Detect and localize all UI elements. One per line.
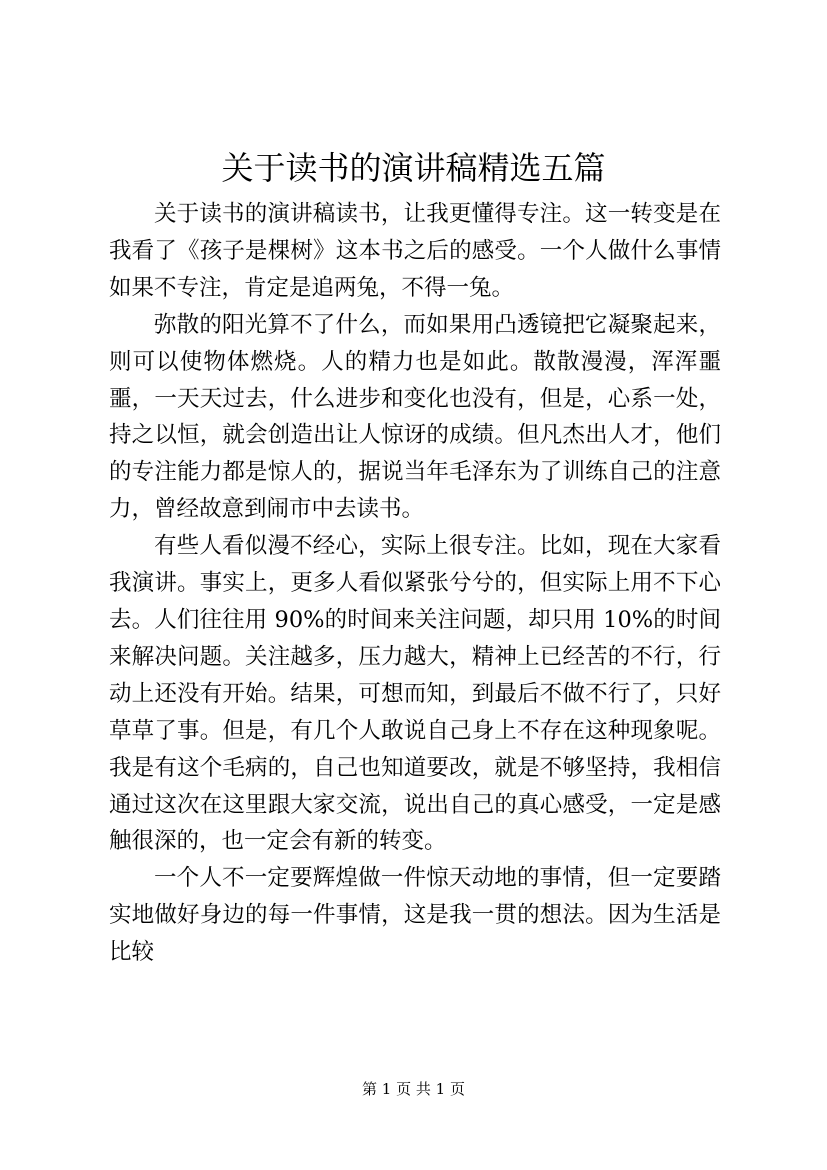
- paragraph-4: 一个人不一定要辉煌做一件惊天动地的事情，但一定要踏实地做好身边的每一件事情，这是我一贯的想法。因为生活是比较: [109, 865, 721, 966]
- page-footer: 第 1 页 共 1 页: [362, 1080, 465, 1098]
- paragraph-3: 有些人看似漫不经心，实际上很专注。比如，现在大家看我演讲。事实上，更多人看似紧张兮兮的，但实际上用不下心去。人们往往用 90%的时间来关注问题，却只用 10%的时间来解决问题。关注越多，压力越大，精神上已经苦的不行，行动上还没有开始。结果，可想而知，到最后不做不行了，只好草草了事。但是，有几个人敢说自己身上不存在这种现象呢。我是有这个毛病的，自己也知道要改，就是不够坚持，我相信通过这次在这里跟大家交流，说出自己的真心感受，一定是感触很深的，也一定会有新的转变。: [109, 533, 721, 855]
- paragraph-2: 弥散的阳光算不了什么，而如果用凸透镜把它凝聚起来，则可以使物体燃烧。人的精力也是如此。散散漫漫，浑浑噩噩，一天天过去，什么进步和变化也没有，但是，心系一处，持之以恒，就会创造出让人惊讶的成绩。但凡杰出人才，他们的专注能力都是惊人的，据说当年毛泽东为了训练自己的注意力，曾经故意到闹市中去读书。: [109, 311, 721, 523]
- paragraph-1: 关于读书的演讲稿读书，让我更懂得专注。这一转变是在我看了《孩子是棵树》这本书之后的感受。一个人做什么事情如果不专注，肯定是追两兔，不得一兔。: [109, 201, 721, 301]
- document-title: 关于读书的演讲稿精选五篇: [221, 149, 606, 187]
- document-body: [109, 196, 721, 971]
